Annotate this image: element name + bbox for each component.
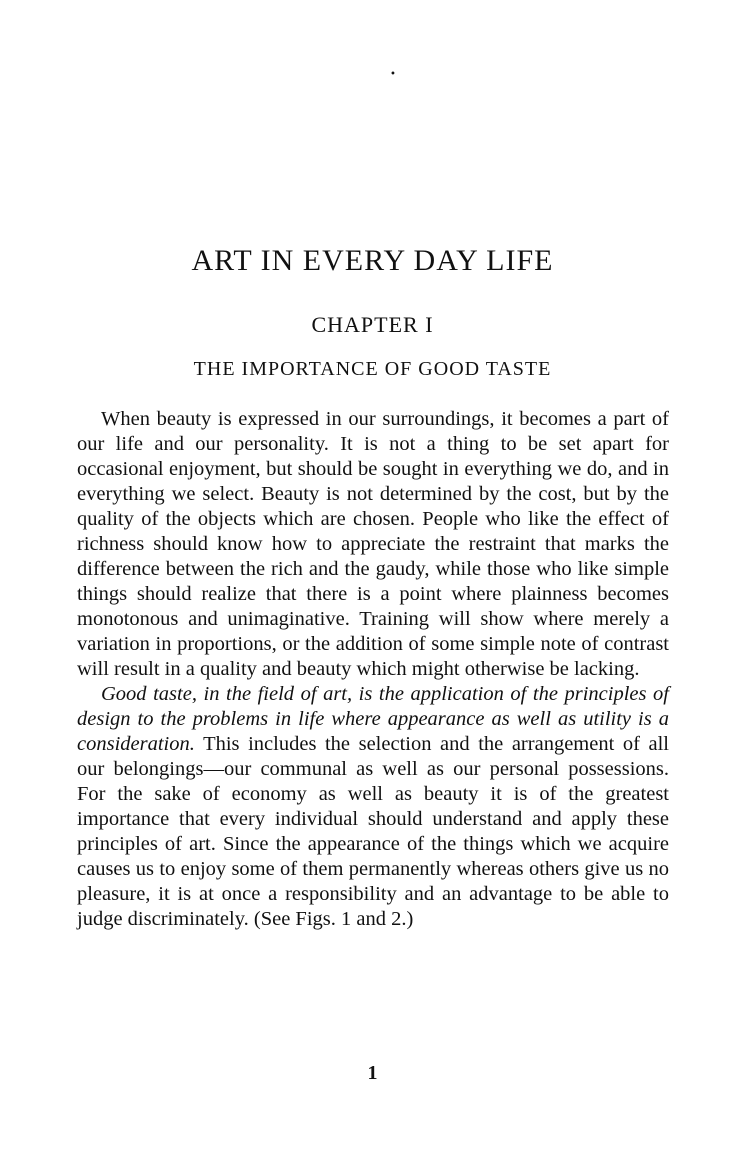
paragraph-1: When beauty is expressed in our surroundings, it becomes a part of our life and our personality. It is not a thing to be set apart for occasional enjoyment, but should be sought in everything we do, and in everything we select. Beauty is not determined by the cost, but by the quality of the objects which are chosen. People who like the effect of richness should know how to appreciate the restraint that marks the difference between the rich and the gaudy, while those who like simple things should realize that there is a point where plainness becomes monotonous and unimaginative. Training will show where merely a variation in proportions, or the addition of some simple note of contrast will result in a quality and beauty which might otherwise be lacking. xyxy=(77,408,669,680)
body-text xyxy=(77,407,669,932)
chapter-title: THE IMPORTANCE OF GOOD TASTE xyxy=(193,358,552,380)
stray-mark: • xyxy=(390,69,396,80)
book-title: ART IN EVERY DAY LIFE xyxy=(191,244,554,277)
chapter-label: CHAPTER I xyxy=(311,312,434,337)
paragraph-2-italic: Good taste, in the field of art, is the application of the principles of design to the problems in life where appearance as well as utility is a consideration. xyxy=(77,683,669,755)
paragraph-2-rest: This includes the selection and the arrangement of all our belongings—our communal as well as our personal possessions. For the sake of economy as well as beauty it is of the greatest importance that every individual should understand and apply these principles of art. Since the appearance of the things which we acquire causes us to enjoy some of them permanently whereas others give us no pleasure, it is at once a responsibility and an advantage to be able to judge discriminately. (See Figs. 1 and 2.) xyxy=(77,733,669,930)
page-number: 1 xyxy=(367,1062,378,1084)
paragraph-2 xyxy=(77,682,669,932)
